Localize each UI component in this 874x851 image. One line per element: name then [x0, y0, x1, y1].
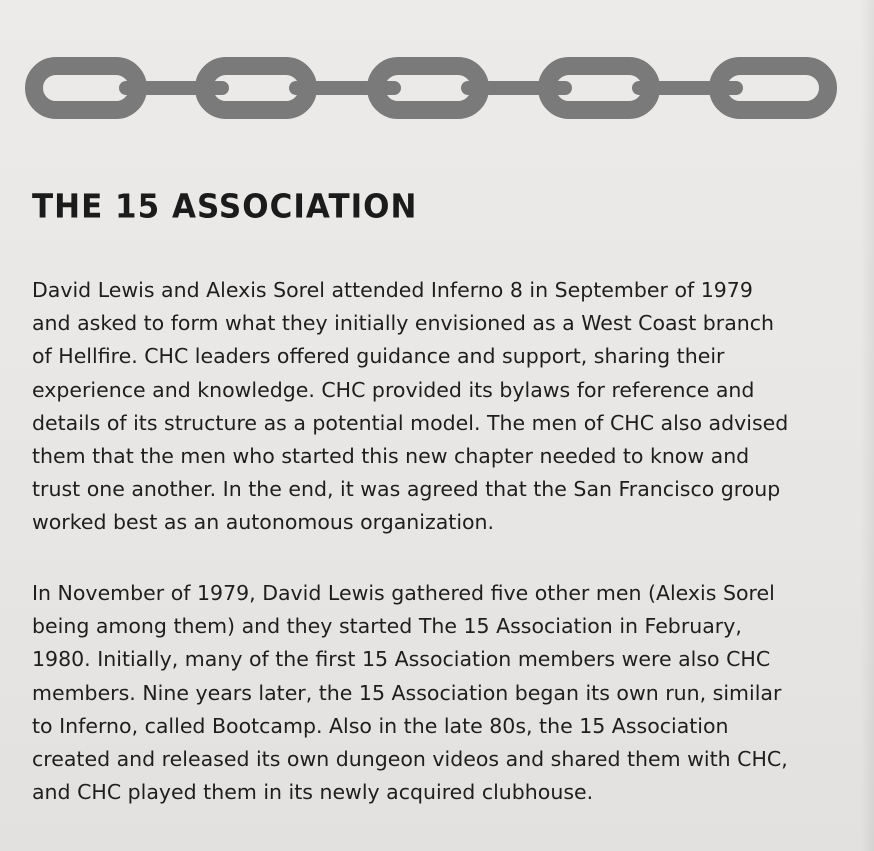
paragraph-line: and CHC played them in its newly acquired clubhouse.: [32, 780, 594, 805]
paragraph-line: trust one another. In the end, it was agreed that the San Francisco group: [32, 477, 781, 502]
paragraph-line: In November of 1979, David Lewis gathered five other men (Alexis Sorel: [32, 581, 775, 605]
paragraph-line: to Inferno, called Bootcamp. Also in the late 80s, the 15 Association: [32, 713, 729, 738]
paragraph-line: created and released its own dungeon videos and shared them with CHC,: [32, 747, 788, 772]
paragraph-line: them that the men who started this new chapter needed to know and: [32, 444, 750, 469]
paragraph-line: 1980. Initially, many of the first 15 Association members were also CHC: [32, 647, 771, 672]
paragraph: [32, 577, 788, 809]
paragraph-line: worked best as an autonomous organization.: [32, 510, 495, 535]
paragraph-line: of Hellfire. CHC leaders offered guidance and support, sharing their: [32, 344, 725, 369]
paragraph-line: being among them) and they started The 15 Association in February,: [32, 614, 742, 639]
paragraph-line: experience and knowledge. CHC provided its bylaws for reference and: [32, 377, 755, 402]
chain-icon: [22, 48, 852, 128]
panel-edge-shadow: [860, 0, 874, 851]
paragraph: [32, 274, 788, 540]
paragraph-line: members. Nine years later, the 15 Association began its own run, similar: [32, 680, 782, 705]
paragraph-line: and asked to form what they initially envisioned as a West Coast branch: [32, 311, 775, 336]
page-title: THE 15 ASSOCIATION: [32, 188, 418, 226]
paragraph-line: details of its structure as a potential model. The men of CHC also advised: [32, 410, 789, 435]
paragraph-line: David Lewis and Alexis Sorel attended Inferno 8 in September of 1979: [32, 278, 753, 302]
